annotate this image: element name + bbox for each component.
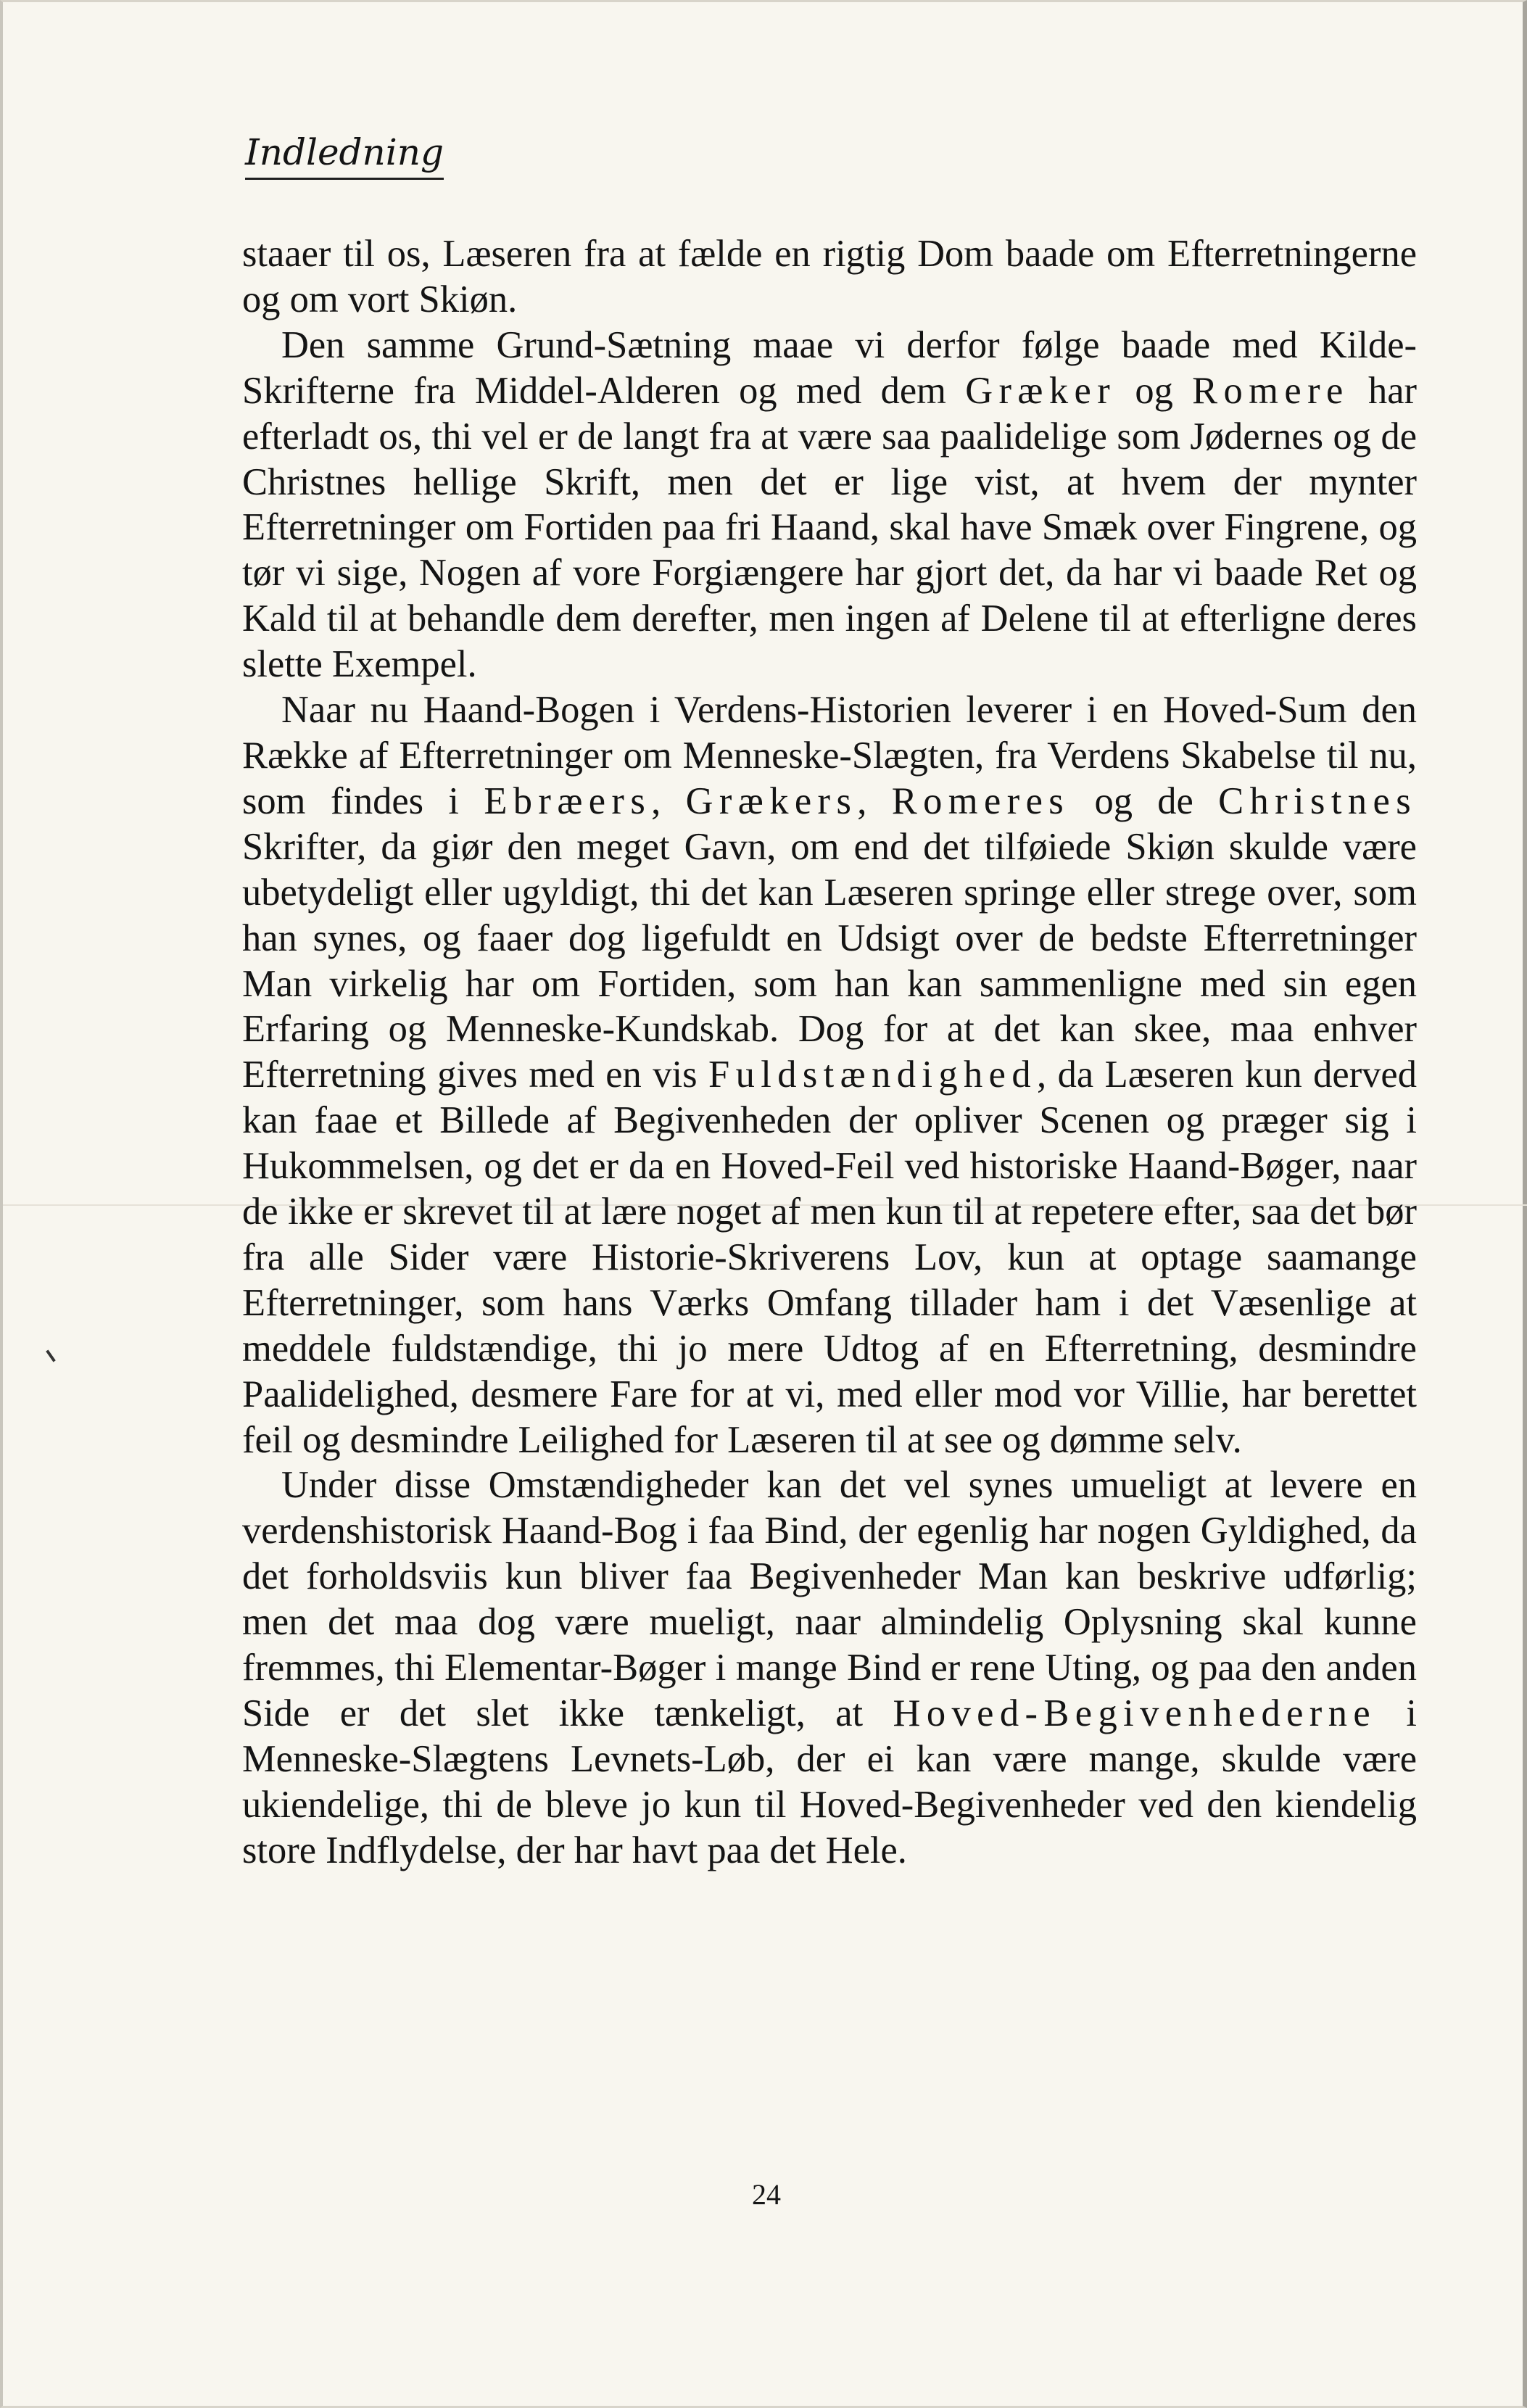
spaced-word: Grækers: [685, 779, 858, 822]
paragraph-3-text: Naar nu Haand-Bogen i Verdens-Historien leverer i en Hoved-Sum den Række af Efterretninger om Menneske-Slægten, fra Verdens Skabelse til nu, som findes i: [242, 689, 1417, 822]
paragraph-3: [242, 687, 1417, 1462]
body-text: [242, 231, 1417, 1874]
margin-mark: [46, 1349, 56, 1362]
paragraph-1: [242, 231, 1417, 323]
paragraph-1-text: staaer til os, Læseren fra at fælde en rigtig Dom baade om Efterretningerne og om vort Skiøn.: [242, 233, 1417, 320]
page-number: 24: [752, 2178, 781, 2211]
paragraph-2-text: har efterladt os, thi vel er de langt fra at være saa paalidelige som Jødernes og de Christnes hellige Skrift, men det er lige vist, at hvem der mynter Efterretninger om Fortiden paa fri Haand, skal have Smæk over Fingrene, og tør vi sige, Nogen af vore Forgiængere har gjort det, da har vi baade Ret og Kald til at behandle dem derefter, men ingen af Delene til at efterligne deres slette Exempel.: [242, 369, 1417, 686]
paragraph-3-text: ,: [651, 779, 686, 822]
paragraph-3-text: , da Læseren kun derved kan faae et Billede af Begivenheden der opliver Scenen og præger sig i Hukommelsen, og det er da en Hoved-Feil ved historiske Haand-Bøger, naar de ikke er skrevet til at lære noget af men kun til at repetere efter, saa det bør fra alle Sider være Historie-Skriverens Lov, kun at optage saamange Efterretninger, som hans Værks Omfang tillader ham i det Væsenlige at meddele fuldstændige, thi jo mere Udtog af en Efterretning, desmindre Paalidelighed, desmere Fare for at vi, med eller mod vor Villie, har berettet feil og desmindre Leilighed for Læseren til at see og dømme selv.: [242, 1054, 1417, 1461]
spaced-word: Hoved-Begivenhederne: [893, 1692, 1377, 1734]
paragraph-4-text: i Menneske-Slægtens Levnets-Løb, der ei kan være mange, skulde være ukiendelige, thi de bleve jo kun til Hoved-Begivenheder ved den kiendelig store Indflydelse, der har havt paa det Hele.: [242, 1692, 1417, 1871]
spaced-word: Romeres: [891, 779, 1070, 822]
paragraph-4: [242, 1462, 1417, 1873]
paragraph-4-text: Under disse Omstændigheder kan det vel synes umueligt at levere en verdenshistorisk Haand-Bog i faa Bind, der egenlig har nogen Gyldighed, da det forholdsviis kun bliver faa Begivenheder Man kan beskrive udførlig; men det maa dog være mueligt, naar almindelig Oplysning skal kunne fremmes, thi Elementar-Bøger i mange Bind er rene Uting, og paa den anden Side er det slet ikke tænkeligt, at: [242, 1464, 1417, 1734]
paragraph-3-text: ,: [857, 779, 892, 822]
paragraph-2: [242, 323, 1417, 687]
spaced-word: Græker: [965, 369, 1117, 412]
spaced-word: Fuldstændighed: [708, 1054, 1038, 1096]
paragraph-2-text: og: [1116, 369, 1193, 412]
spaced-word: Ebræers: [484, 779, 652, 822]
running-header: Indledning: [245, 131, 444, 180]
spaced-word: Christnes: [1218, 779, 1418, 822]
paragraph-2-text: Den samme Grund-Sætning maae vi derfor følge baade med Kilde-Skrifterne fra Middel-Alderen og med dem: [242, 323, 1417, 412]
paragraph-3-text: Skrifter, da giør den meget Gavn, om end det tilføiede Skiøn skulde være ubetydeligt eller ugyldigt, thi det kan Læseren springe eller strege over, som han synes, og faaer dog ligefuldt en Udsigt over de bedste Efterretninger Man virkelig har om Fortiden, som han kan sammenligne med sin egen Erfaring og Menneske-Kundskab. Dog for at det kan skee, maa enhver Efterretning gives med en vis: [242, 825, 1417, 1096]
paragraph-3-text: og de: [1069, 779, 1219, 822]
spaced-word: Romere: [1192, 369, 1349, 412]
